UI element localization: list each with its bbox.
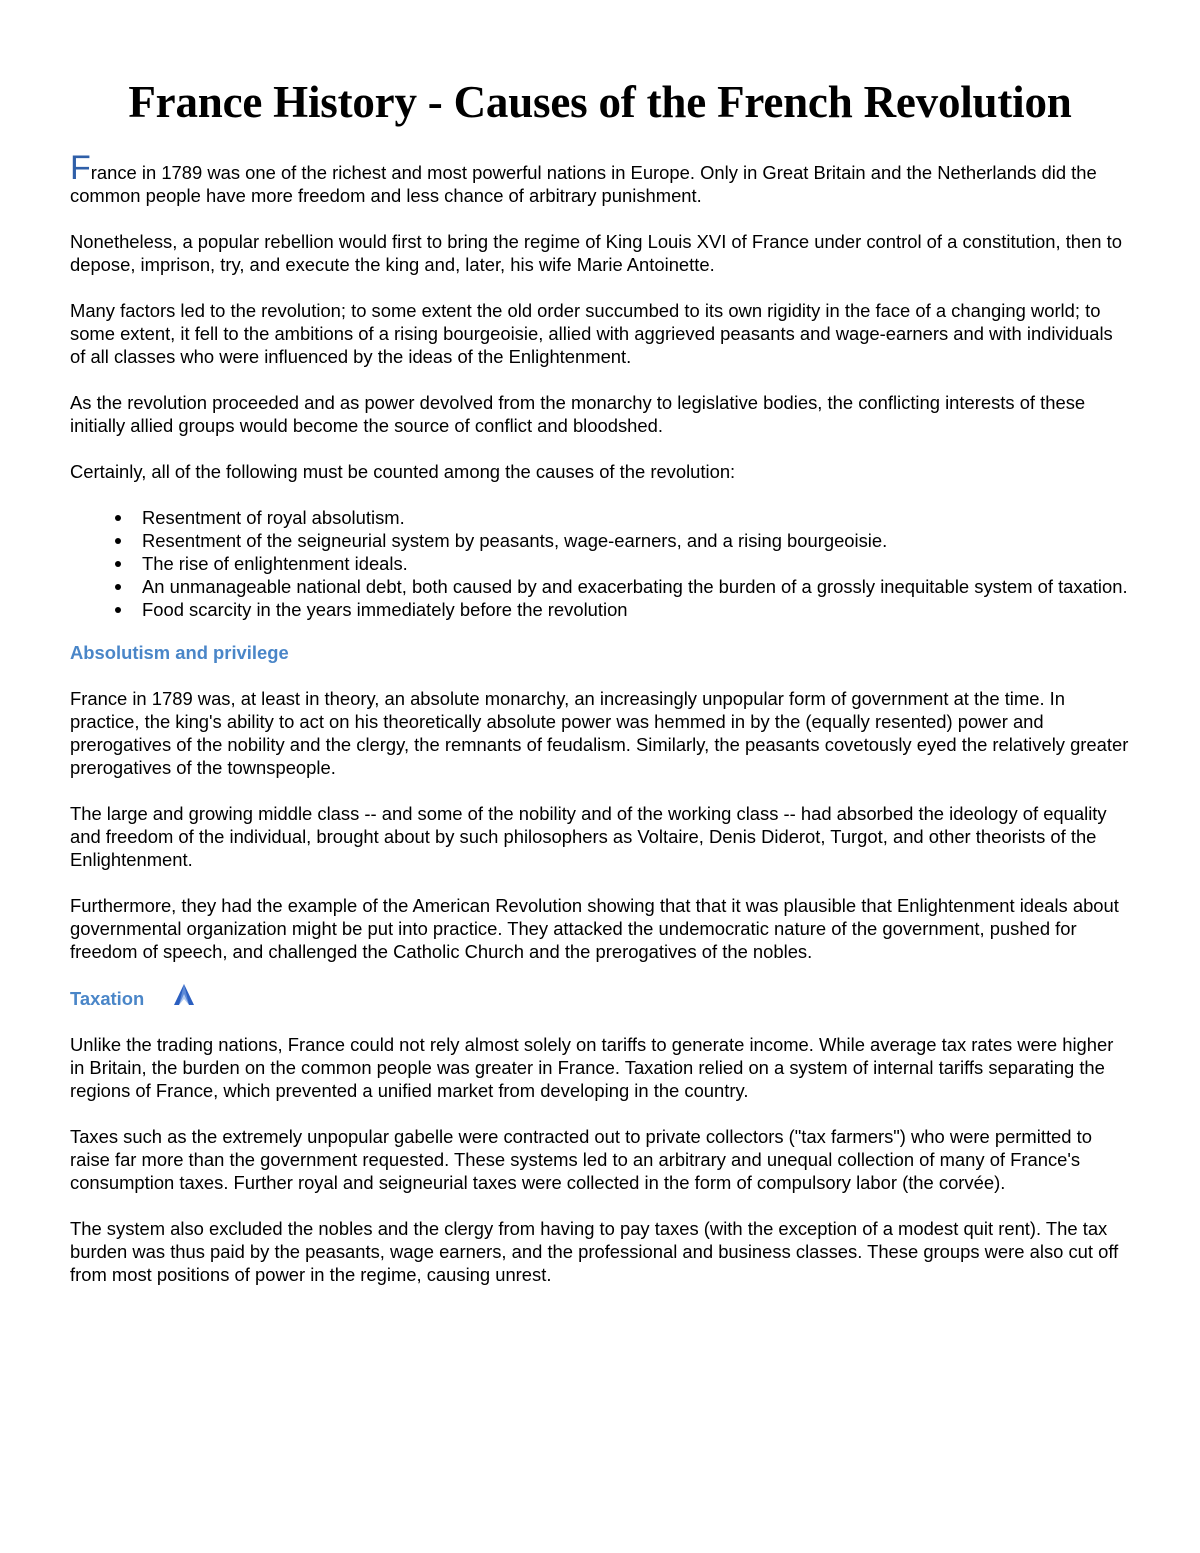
back-to-top-arrow-icon[interactable] [172,983,196,1007]
list-item: The rise of enlightenment ideals. [142,552,1132,575]
list-item: Food scarcity in the years immediately before the revolution [142,598,1132,621]
list-item: An unmanageable national debt, both caused by and exacerbating the burden of a grossly inequitable system of taxation. [142,575,1132,598]
paragraph: Nonetheless, a popular rebellion would first to bring the regime of King Louis XVI of France under control of a constitution, then to depose, imprison, try, and execute the king and, later, his wife Marie Antoinette. [70,231,1122,275]
section-heading-text: Taxation [70,987,145,1009]
section-heading-text: Absolutism and privilege [70,642,289,663]
list-item: Resentment of the seigneurial system by peasants, wage-earners, and a rising bourgeoisie. [142,529,1132,552]
intro-paragraph [70,149,1132,207]
paragraph: Many factors led to the revolution; to some extent the old order succumbed to its own rigidity in the face of a changing world; to some extent, it fell to the ambitions of a rising bourgeoisie, allied with aggrieved peasants and wage-earners and with individuals of all classes who were influenced by the ideas of the Enlightenment. [70,300,1113,367]
drop-cap: F [70,149,91,187]
paragraph: The large and growing middle class -- and some of the nobility and of the working class -- had absorbed the ideology of equality and freedom of the individual, brought about by such philosophers as Voltaire, Denis Diderot, Turgot, and other theorists of the Enlightenment. [70,803,1107,870]
list-item: Resentment of royal absolutism. [142,506,1132,529]
paragraph: The system also excluded the nobles and the clergy from having to pay taxes (with the exception of a modest quit rent). The tax burden was thus paid by the peasants, wage earners, and the professional and business classes. These groups were also cut off from most positions of power in the regime, causing unrest. [70,1218,1119,1285]
paragraph: As the revolution proceeded and as power devolved from the monarchy to legislative bodies, the conflicting interests of these initially allied groups would become the source of conflict and bloodshed. [70,392,1086,436]
causes-list [70,506,1132,621]
paragraph: France in 1789 was, at least in theory, an absolute monarchy, an increasingly unpopular form of government at the time. In practice, the king's ability to act on his theoretically absolute power was hemmed in by the (equally resented) power and prerogatives of the nobility and the clergy, the remnants of feudalism. Similarly, the peasants covetously eyed the relatively greater prerogatives of the townspeople. [70,688,1129,778]
document-body [70,149,1132,1309]
intro-text: rance in 1789 was one of the richest and most powerful nations in Europe. Only in Great Britain and the Netherlands did the common people have more freedom and less chance of arbitrary punishment. [70,162,1097,206]
section-heading-absolutism [70,641,1132,664]
paragraph: Taxes such as the extremely unpopular gabelle were contracted out to private collectors ("tax farmers") who were permitted to raise far more than the government requested. These systems led to an arbitrary and unequal collection of many of France's consumption taxes. Further royal and seigneurial taxes were collected in the form of compulsory labor (the corvée). [70,1126,1092,1193]
page-title: France History - Causes of the French Revolution [128,77,1072,127]
section-heading-taxation [70,986,1132,1010]
paragraph: Unlike the trading nations, France could not rely almost solely on tariffs to generate income. While average tax rates were higher in Britain, the burden on the common people was greater in France. Taxation relied on a system of internal tariffs separating the regions of France, which prevented a unified market from developing in the country. [70,1034,1114,1101]
paragraph: Furthermore, they had the example of the American Revolution showing that that it was plausible that Enlightenment ideals about governmental organization might be put into practice. They attacked the undemocratic nature of the government, pushed for freedom of speech, and challenged the Catholic Church and the prerogatives of the nobles. [70,895,1119,962]
paragraph: Certainly, all of the following must be counted among the causes of the revolution: [70,461,736,482]
